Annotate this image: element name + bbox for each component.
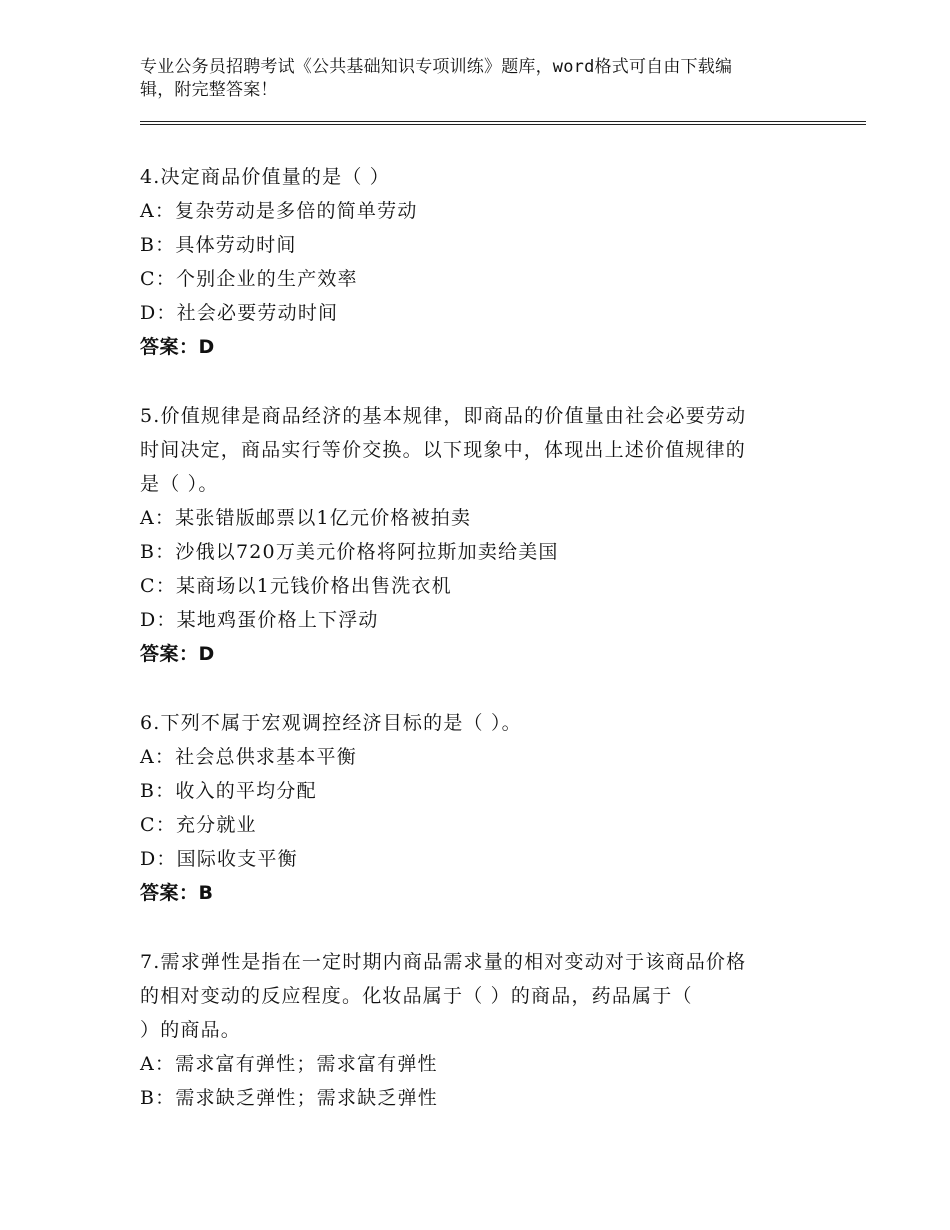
option-d: D：国际收支平衡 — [140, 848, 298, 870]
option-a: A：复杂劳动是多倍的简单劳动 — [140, 200, 418, 222]
answer: 答案：D — [140, 336, 215, 358]
option-b: B：沙俄以720万美元价格将阿拉斯加卖给美国 — [140, 541, 559, 563]
header-divider-bottom — [140, 124, 866, 125]
option-c: C：某商场以1元钱价格出售洗衣机 — [140, 575, 452, 597]
question-stem: 6.下列不属于宏观调控经济目标的是（ ）。 — [140, 712, 522, 734]
header-line-2: 辑，附完整答案！ — [140, 80, 278, 100]
option-b: B：具体劳动时间 — [140, 234, 297, 256]
answer: 答案：B — [140, 882, 214, 904]
option-b: B：需求缺乏弹性；需求缺乏弹性 — [140, 1087, 438, 1109]
question-stem: 的相对变动的反应程度。化妆品属于（ ）的商品，药品属于（ — [140, 985, 693, 1007]
question-stem: 5.价值规律是商品经济的基本规律，即商品的价值量由社会必要劳动 — [140, 405, 747, 427]
option-d: D：社会必要劳动时间 — [140, 302, 339, 324]
question-stem: 是（ ）。 — [140, 473, 219, 495]
question-7 — [140, 945, 800, 1115]
question-4 — [140, 160, 800, 364]
question-6 — [140, 706, 800, 910]
question-5 — [140, 399, 800, 671]
question-stem: 时间决定，商品实行等价交换。以下现象中，体现出上述价值规律的 — [140, 439, 747, 461]
question-stem: 4.决定商品价值量的是（ ） — [140, 166, 390, 188]
answer: 答案：D — [140, 643, 215, 665]
question-stem: ）的商品。 — [140, 1019, 242, 1041]
question-stem: 7.需求弹性是指在一定时期内商品需求量的相对变动对于该商品价格 — [140, 951, 747, 973]
document-header — [140, 56, 800, 102]
option-c: C：个别企业的生产效率 — [140, 268, 358, 290]
option-c: C：充分就业 — [140, 814, 257, 836]
option-a: A：某张错版邮票以1亿元价格被拍卖 — [140, 507, 472, 529]
header-divider-top — [140, 121, 866, 122]
option-d: D：某地鸡蛋价格上下浮动 — [140, 609, 379, 631]
header-line-1: 专业公务员招聘考试《公共基础知识专项训练》题库，word格式可自由下载编 — [140, 57, 733, 77]
option-b: B：收入的平均分配 — [140, 780, 317, 802]
option-a: A：需求富有弹性；需求富有弹性 — [140, 1053, 438, 1075]
option-a: A：社会总供求基本平衡 — [140, 746, 357, 768]
